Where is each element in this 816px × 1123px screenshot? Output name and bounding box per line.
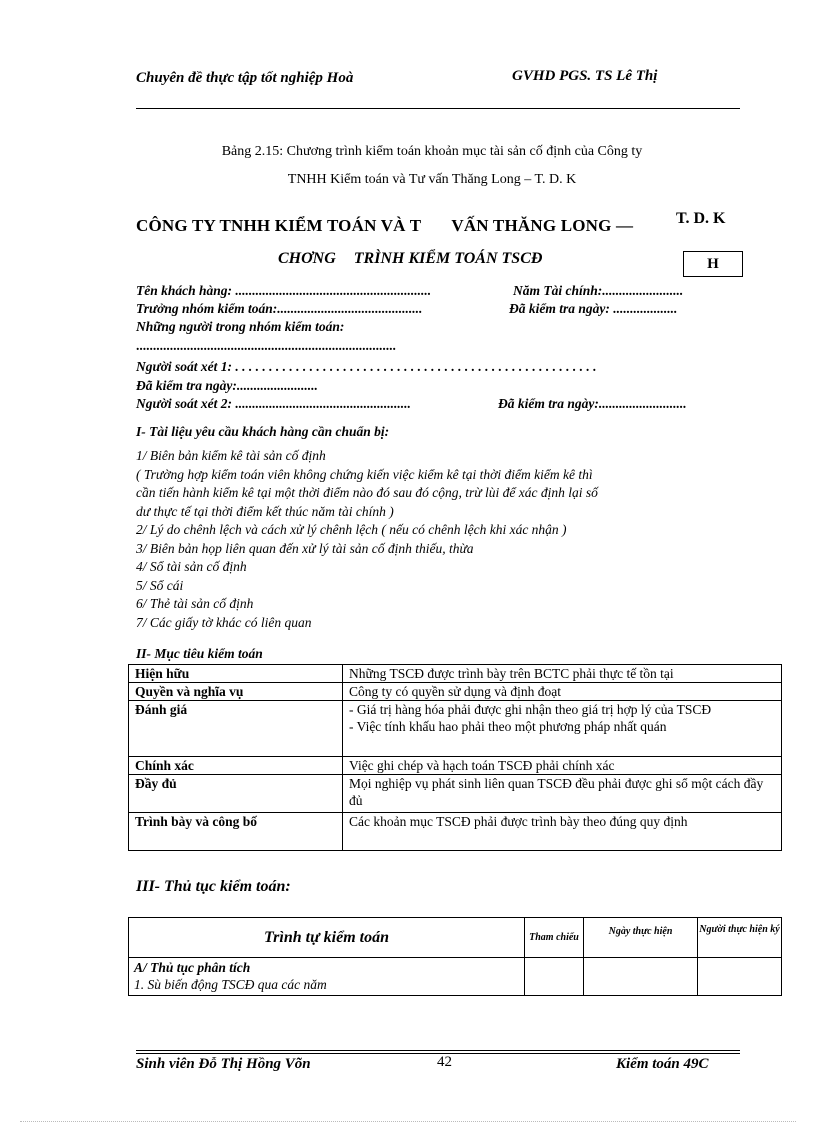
audit-objectives-table	[128, 664, 782, 851]
program-code-box: H	[683, 251, 743, 277]
page-number: 42	[437, 1054, 452, 1070]
table-caption-line1: Bảng 2.15: Chương trình kiểm toán khoản mục tài sản cố định của Công ty	[221, 144, 643, 159]
table-row	[129, 757, 782, 775]
company-name-part1: CÔNG TY TNHH KIỂM TOÁN VÀ T	[136, 216, 422, 235]
checked-date-field-2: Đã kiểm tra ngày:........................	[136, 378, 318, 393]
list-item: 6/ Thẻ tài sản cố định	[136, 596, 254, 611]
col-header-performer: Người thực hiện ký	[698, 918, 782, 958]
list-item: cần tiến hành kiểm kê tại một thời điểm nào đó sau đó cộng, trừ lùi để xác định lại số	[136, 485, 598, 500]
list-item: dư thực tế tại thời điểm kết thúc năm tài chính )	[136, 503, 394, 519]
list-item: 5/ Sổ cái	[136, 577, 184, 593]
table-row	[129, 775, 782, 813]
table-row	[129, 958, 782, 996]
performer-cell	[698, 958, 782, 996]
table-caption-line2: TNHH Kiểm toán và Tư vấn Thăng Long – T. D. K	[287, 172, 577, 187]
checked-date-field-3: Đã kiểm tra ngày:..........................	[498, 396, 687, 411]
table-row	[129, 701, 782, 757]
objective-value-line1: - Giá trị hàng hóa phải được ghi nhận theo giá trị hợp lý của TSCĐ	[349, 702, 712, 717]
header-divider	[136, 108, 740, 109]
team-members-label: Những người trong nhóm kiểm toán:	[136, 319, 345, 334]
objective-value-line2: - Việc tính khấu hao phải theo một phương pháp nhất quán	[349, 719, 667, 734]
footer-divider	[136, 1050, 740, 1051]
objective-key: Trình bày và công bố	[129, 813, 343, 851]
header-left: Chuyên đề thực tập tốt nghiệp Hoà	[136, 70, 354, 86]
list-item: ( Trường hợp kiểm toán viên không chứng kiến việc kiểm kê tại thời điểm kiểm kê thì	[136, 466, 593, 482]
company-name	[136, 216, 633, 236]
table-row	[129, 665, 782, 683]
procedure-item: 1. Sù biến động TSCĐ qua các năm	[134, 977, 327, 992]
section-3-title: III- Thủ tục kiểm toán:	[136, 878, 291, 895]
col-header-procedure: Trình tự kiểm toán	[129, 918, 525, 958]
company-tdk: T. D. K	[676, 210, 726, 227]
objective-value: Việc ghi chép và hạch toán TSCĐ phải chính xác	[343, 757, 782, 775]
audit-procedure-table	[128, 917, 782, 996]
section-1-title: I- Tài liệu yêu cầu khách hàng cần chuẩn bị:	[136, 424, 390, 439]
list-item: 1/ Biên bản kiểm kê tài sản cố định	[136, 448, 326, 463]
reviewer-2-field: Người soát xét 2: ....................................................	[136, 396, 411, 411]
objective-key: Hiện hữu	[129, 665, 343, 683]
objective-value: Mọi nghiệp vụ phát sinh liên quan TSCĐ đều phải được ghi sổ một cách đầy đủ	[343, 775, 782, 813]
col-header-date: Ngày thực hiện	[584, 918, 698, 958]
team-lead-field: Trưởng nhóm kiểm toán:...........................................	[136, 301, 423, 316]
list-item: 2/ Lý do chênh lệch và cách xử lý chênh lệch ( nếu có chênh lệch khi xác nhận )	[136, 522, 567, 537]
ref-cell	[525, 958, 584, 996]
reviewer-1-field: Người soát xét 1: . . . . . . . . . . . . . . . . . . . . . . . . . . . . . . . . . . . . . . . . . . . . . . . . . . . . . .	[136, 359, 597, 374]
company-name-part2: VẤN THĂNG LONG —	[451, 216, 634, 235]
objective-value: Những TSCĐ được trình bày trên BCTC phải thực tế tồn tại	[343, 665, 782, 683]
col-header-ref: Tham chiếu	[525, 918, 584, 958]
list-item: 7/ Các giấy tờ khác có liên quan	[136, 614, 312, 630]
footer-student: Sinh viên Đỗ Thị Hồng Võn	[136, 1056, 311, 1072]
client-name-field: Tên khách hàng: ..........................................................	[136, 283, 432, 298]
list-item: 4/ Sổ tài sản cố định	[136, 559, 247, 574]
footer-class: Kiểm toán 49C	[616, 1056, 709, 1072]
list-item: 3/ Biên bản họp liên quan đến xử lý tài sản cố định thiếu, thừa	[136, 540, 474, 556]
page-edge-rule	[20, 1121, 796, 1122]
checked-date-field-1: Đã kiểm tra ngày: ...................	[509, 301, 678, 316]
program-title-b: TRÌNH KIỂM TOÁN TSCĐ	[353, 250, 543, 267]
section-1-list	[136, 447, 598, 632]
objective-key: Chính xác	[129, 757, 343, 775]
section-2-title: II- Mục tiêu kiểm toán	[136, 646, 263, 661]
objective-key: Quyền và nghĩa vụ	[129, 683, 343, 701]
date-cell	[584, 958, 698, 996]
table-row	[129, 683, 782, 701]
procedure-cell	[129, 958, 525, 996]
header-right: GVHD PGS. TS Lê Thị	[512, 68, 658, 84]
team-members-dots: .............................................................................	[136, 338, 396, 353]
objective-value: Các khoản mục TSCĐ phải được trình bày theo đúng quy định	[343, 813, 782, 851]
program-title	[278, 250, 542, 268]
objective-value	[343, 701, 782, 757]
table-row	[129, 813, 782, 851]
table-header-row	[129, 918, 782, 958]
objective-value: Công ty có quyền sử dụng và định đoạt	[343, 683, 782, 701]
procedure-heading: A/ Thủ tục phân tích	[134, 960, 251, 975]
program-title-a: CHƠNG	[278, 250, 336, 267]
fiscal-year-field: Năm Tài chính:........................	[513, 283, 684, 298]
objective-key: Đầy đủ	[129, 775, 343, 813]
objective-key: Đánh giá	[129, 701, 343, 757]
